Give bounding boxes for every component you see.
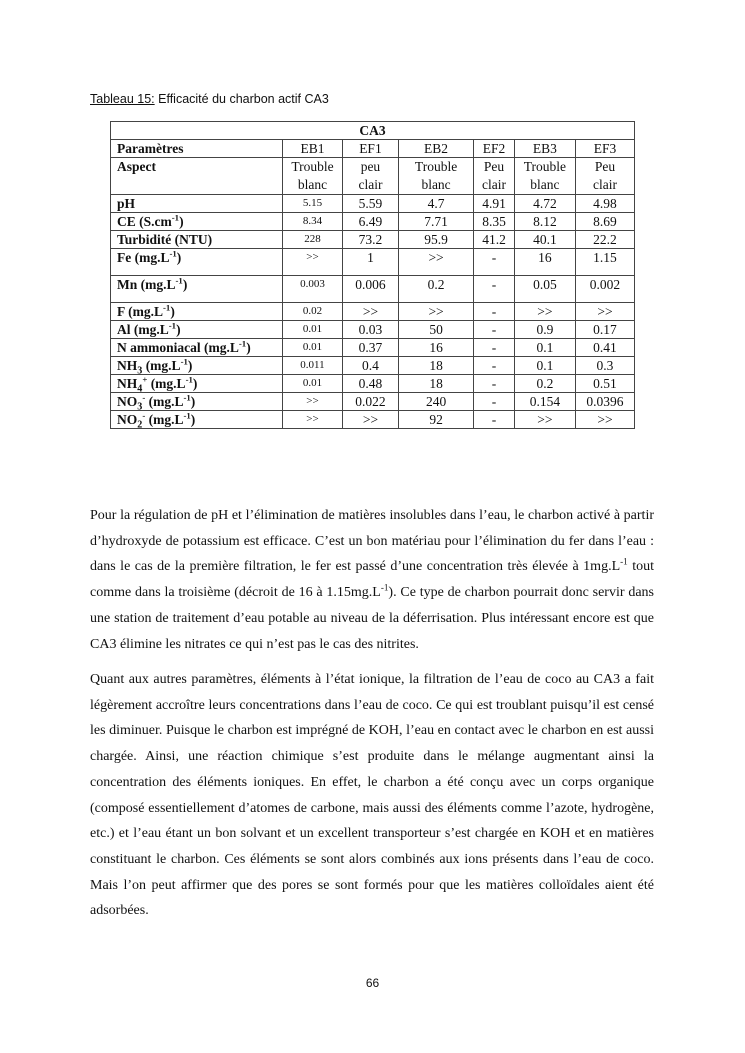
paragraph-1-text-b: tout comme dans la troisième (décroit de 16 à 1.15mg.L [90, 559, 654, 601]
value-cell: >> [575, 303, 634, 321]
results-table [110, 121, 635, 429]
aspect-line: clair [482, 177, 507, 192]
value-cell: 40.1 [514, 231, 575, 249]
column-header: EF2 [474, 140, 515, 158]
param-cell [111, 213, 283, 231]
aspect-cell [282, 158, 342, 195]
value-cell: 6.49 [342, 213, 398, 231]
param-superscript: -1 [238, 338, 247, 349]
value-cell: - [474, 321, 515, 339]
value-cell: - [474, 411, 515, 429]
param-name: F (mg.L [117, 304, 163, 319]
value-cell: 1.15 [575, 249, 634, 276]
param-subscript: 3 [137, 365, 143, 375]
value-cell: 4.91 [474, 195, 515, 213]
param-name: Mn (mg.L [117, 277, 176, 292]
param-unit: ) [176, 322, 181, 337]
paragraph-1-text-c: ). Ce type de charbon pourrait donc servir dans une station de traitement d’eau potable au niveau de la déferrisation. Plus intéressant encore est que CA3 élimine les nitrates ce qui n’est pas le cas des nitrites. [90, 585, 654, 652]
value-cell: 7.71 [398, 213, 473, 231]
value-cell: 50 [398, 321, 473, 339]
aspect-cell [342, 158, 398, 195]
table-row [111, 321, 635, 339]
value-cell: 0.05 [514, 276, 575, 303]
param-name: CE (S.cm [117, 214, 172, 229]
table-row [111, 195, 635, 213]
value-cell: 0.2 [398, 276, 473, 303]
param-cell [111, 276, 283, 303]
aspect-line: Trouble [291, 159, 334, 174]
value-cell: 0.48 [342, 375, 398, 393]
column-header: EF3 [575, 140, 634, 158]
value-cell: 0.002 [575, 276, 634, 303]
aspect-line: blanc [530, 177, 560, 192]
value-cell: >> [514, 411, 575, 429]
value-cell: 8.12 [514, 213, 575, 231]
param-cell [111, 375, 283, 393]
param-cell [111, 231, 283, 249]
aspect-line: Peu [483, 159, 505, 174]
caption-title: Efficacité du charbon actif CA3 [154, 92, 329, 106]
param-subscript: 3 [137, 401, 143, 411]
value-cell: 0.1 [514, 357, 575, 375]
value-cell: 22.2 [575, 231, 634, 249]
value-cell: 0.37 [342, 339, 398, 357]
param-name: N ammoniacal (mg.L [117, 340, 239, 355]
aspect-line: Trouble [523, 159, 567, 174]
value-cell: >> [398, 303, 473, 321]
value-cell: >> [514, 303, 575, 321]
param-unit-close: ) [192, 376, 198, 391]
value-cell: 4.72 [514, 195, 575, 213]
aspect-line: peu [360, 159, 381, 174]
param-unit: (mg.L [145, 394, 184, 409]
paragraph-1-text-a: Pour la régulation de pH et l’élimination de matières insolubles dans l’eau, le charbon activé à partir d’hydroxyde de potassium est efficace. C’est un bon matériau pour l’élimination du fer dans l’eau : dans le cas de la première filtration, le fer est passé d’une concentration très élevée à 1mg.L [90, 508, 654, 575]
param-unit-close: ) [187, 358, 193, 373]
value-cell: 0.1 [514, 339, 575, 357]
aspect-line: clair [592, 177, 617, 192]
param-name: Al (mg.L [117, 322, 169, 337]
param-name: NO [117, 394, 138, 409]
param-unit: ) [246, 340, 251, 355]
table-row [111, 357, 635, 375]
value-cell: - [474, 357, 515, 375]
value-cell: - [474, 249, 515, 276]
paragraph-1-sup-2: -1 [380, 582, 389, 593]
aspect-line: blanc [421, 177, 451, 192]
param-superscript: -1 [175, 275, 183, 286]
paragraph-1-sup-1: -1 [620, 556, 628, 567]
aspect-cell [514, 158, 575, 195]
value-cell: - [474, 339, 515, 357]
value-cell: 0.02 [282, 303, 342, 321]
page-number: 66 [365, 976, 380, 990]
value-cell: 0.3 [575, 357, 634, 375]
column-header: EB1 [282, 140, 342, 158]
value-cell: 95.9 [398, 231, 473, 249]
value-cell: - [474, 303, 515, 321]
aspect-line: Trouble [414, 159, 458, 174]
param-unit: (mg.L [142, 358, 181, 373]
value-cell: 8.35 [474, 213, 515, 231]
param-name: NH [117, 358, 138, 373]
value-cell: >> [282, 249, 342, 276]
value-cell: 0.2 [514, 375, 575, 393]
aspect-cell [474, 158, 515, 195]
param-name: pH [117, 196, 136, 211]
table-column-header-row [111, 140, 635, 158]
param-cell [111, 249, 283, 276]
value-cell: 8.69 [575, 213, 634, 231]
value-cell: - [474, 393, 515, 411]
value-cell: - [474, 375, 515, 393]
value-cell: 0.03 [342, 321, 398, 339]
group-header: CA3 [111, 122, 635, 140]
value-cell: 4.98 [575, 195, 634, 213]
value-cell: 240 [398, 393, 473, 411]
table-row [111, 303, 635, 321]
value-cell: 0.51 [575, 375, 634, 393]
param-unit-superscript: -1 [183, 392, 191, 403]
value-cell: 0.01 [282, 339, 342, 357]
value-cell: 0.01 [282, 375, 342, 393]
value-cell: 4.7 [398, 195, 473, 213]
table-caption [90, 92, 329, 106]
value-cell: >> [398, 249, 473, 276]
table-row [111, 276, 635, 303]
table-row [111, 393, 635, 411]
paragraph-2: Quant aux autres paramètres, éléments à l’état ionique, la filtration de l’eau de coco au CA3 a fait légèrement accroître leurs concentrations dans l’eau de coco. Ce qui est troublant puisqu’il est censé les diminuer. Puisque le charbon est imprégné de KOH, l’eau en contact avec le charbon en est aussi chargée. Ainsi, une réaction chimique s’est produite dans le mélange augmentant ainsi la concentration des éléments ioniques. En effet, le charbon a été conçu avec un corps organique (composé essentiellement d’atomes de carbone, mais aussi des éléments comme l’azote, hydrogène, etc.) et l’eau étant un bon solvant et un excellent transporteur s’est chargée en KOH et en matières constituant le charbon. Ces éléments se sont alors combinés aux ions présents dans l’eau de coco. Mais l’on peut affirmer que des pores se sont formés pour que les matières colloïdales aient été adsorbées. [90, 672, 654, 919]
param-unit: ) [182, 277, 188, 292]
param-cell [111, 195, 283, 213]
value-cell: 0.41 [575, 339, 634, 357]
param-name: Fe (mg.L [117, 250, 170, 265]
value-cell: 0.011 [282, 357, 342, 375]
value-cell: 92 [398, 411, 473, 429]
value-cell: 5.59 [342, 195, 398, 213]
param-unit-superscript: -1 [180, 356, 188, 367]
caption-label: Tableau 15: [90, 92, 155, 106]
param-unit: ) [170, 304, 175, 319]
column-header: EF1 [342, 140, 398, 158]
param-cell [111, 303, 283, 321]
param-unit: ) [176, 250, 182, 265]
param-unit-close: ) [190, 394, 196, 409]
param-superscript: + [142, 374, 148, 385]
value-cell: >> [282, 393, 342, 411]
param-unit: (mg.L [145, 412, 184, 427]
value-cell: - [474, 276, 515, 303]
value-cell: 0.003 [282, 276, 342, 303]
param-cell [111, 321, 283, 339]
param-superscript: -1 [169, 248, 177, 259]
param-unit-close: ) [190, 412, 196, 427]
row-header: Paramètres [111, 140, 283, 158]
column-header: EB3 [514, 140, 575, 158]
table-group-header-row [111, 122, 635, 140]
param-name: Turbidité (NTU) [117, 232, 213, 247]
param-superscript: -1 [163, 302, 171, 313]
aspect-cell [575, 158, 634, 195]
value-cell: 18 [398, 357, 473, 375]
param-unit-superscript: -1 [185, 374, 193, 385]
param-unit: ) [179, 214, 184, 229]
value-cell: 0.01 [282, 321, 342, 339]
aspect-label: Aspect [111, 158, 283, 195]
value-cell: >> [575, 411, 634, 429]
aspect-line: Peu [594, 159, 616, 174]
param-cell [111, 339, 283, 357]
table-row-aspect [111, 158, 635, 195]
value-cell: 5.15 [282, 195, 342, 213]
value-cell: >> [342, 411, 398, 429]
column-header: EB2 [398, 140, 473, 158]
param-subscript: 4 [137, 383, 143, 393]
value-cell: >> [282, 411, 342, 429]
table-row [111, 231, 635, 249]
aspect-cell [398, 158, 473, 195]
value-cell: 8.34 [282, 213, 342, 231]
value-cell: 228 [282, 231, 342, 249]
param-superscript: -1 [168, 320, 177, 331]
param-cell [111, 357, 283, 375]
table-data-rows [111, 195, 635, 429]
value-cell: 0.006 [342, 276, 398, 303]
value-cell: 0.9 [514, 321, 575, 339]
param-superscript: - [142, 392, 146, 403]
value-cell: 0.022 [342, 393, 398, 411]
table-row [111, 249, 635, 276]
value-cell: 0.0396 [575, 393, 634, 411]
value-cell: 16 [514, 249, 575, 276]
param-superscript: -1 [171, 212, 180, 223]
param-superscript: - [142, 410, 146, 421]
value-cell: 18 [398, 375, 473, 393]
value-cell: 1 [342, 249, 398, 276]
table-row [111, 375, 635, 393]
paragraph-1 [90, 503, 654, 657]
value-cell: 73.2 [342, 231, 398, 249]
value-cell: >> [342, 303, 398, 321]
param-name: NH [117, 376, 138, 391]
value-cell: 0.17 [575, 321, 634, 339]
table-row [111, 411, 635, 429]
param-cell [111, 393, 283, 411]
param-unit: (mg.L [147, 376, 186, 391]
value-cell: 41.2 [474, 231, 515, 249]
table-row [111, 213, 635, 231]
table-row [111, 339, 635, 357]
value-cell: 0.154 [514, 393, 575, 411]
param-unit-superscript: -1 [183, 410, 191, 421]
aspect-line: clair [358, 177, 383, 192]
param-subscript: 2 [137, 419, 143, 429]
aspect-line: blanc [297, 177, 328, 192]
param-name: NO [117, 412, 138, 427]
param-cell [111, 411, 283, 429]
value-cell: 16 [398, 339, 473, 357]
value-cell: 0.4 [342, 357, 398, 375]
